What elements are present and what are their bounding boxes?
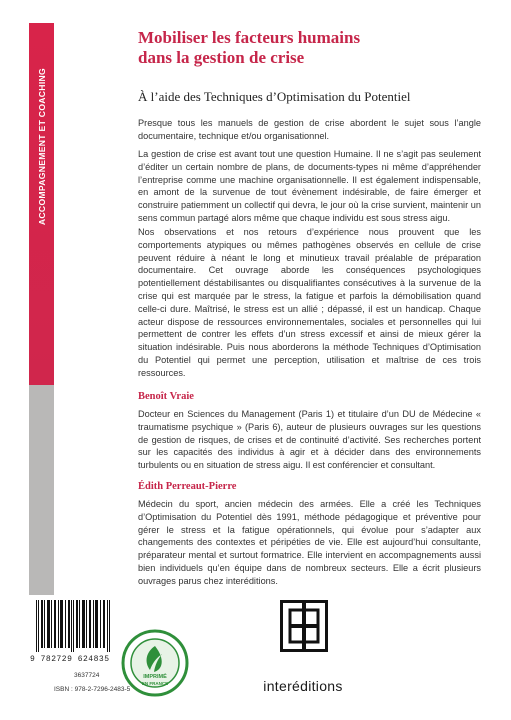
book-subtitle: À l’aide des Techniques d’Optimisation du Potentiel (138, 89, 411, 104)
barcode-number: 9 782729 624835 (30, 655, 110, 664)
spine-label: ACCOMPAGNEMENT ET COACHING (36, 67, 47, 225)
imprim-vert-seal-icon (120, 628, 190, 698)
seal-text-top: IMPRIMÉ (143, 674, 167, 680)
publisher-logo-icon (280, 600, 328, 652)
paragraph-human: La gestion de crise est avant tout une question Humaine. Il ne s’agit pas seulement d’éditer un certain nombre de plans, de documents-types ni même d’appréhender l’entreprise comme une machine organisationnelle. Il est également indispensable, en amont de la survenue de tout évènement indésirable, de faire émerger et construire patiemment un collectif qui devra, le jour où la crise survient, maintenir un sens commun partagé alors même que chaque individu est sous stress aigu. (138, 149, 481, 223)
seal-text-bottom: EN FRANCE (141, 681, 169, 686)
spine-grey-band (29, 385, 54, 595)
publisher-name: interéditions (263, 678, 343, 694)
title-line-2: dans la gestion de crise (138, 48, 305, 67)
author-bio-2: Médecin du sport, ancien médecin des armées. Elle a créé les Techniques d’Optimisation du Potentiel dès 1991, méthode pédagogique et préventive pour gérer le stress et la fatigue opérationnels, qui évolue pour s’adapter aux changements des contextes et péripéties de vie. Elle est aujourd’hui consultante, préparateur mental et surtout formatrice. Elle intervient en accompagnements aussi bien individuels qu’en équipe dans de nombreux secteurs. Elle a écrit plusieurs ouvrages parus chez interéditions. (138, 499, 481, 586)
author-name-2: Édith Perreaut-Pierre (138, 481, 237, 492)
paragraph-observations: Nos observations et nos retours d’expérience nous prouvent que les comportements atypiques ou mêmes pathogènes observés en cellule de crise peuvent réduire à néant le long et minutieux travail préalable de préparation documentaire. Cet ouvrage aborde les conséquences psychologiques potentiellement déstabilisantes ou disqualifiantes consécutives à la survenue de la crise qui est marquée par le stress, la fatigue et parfois la démobilisation quand celle-ci dure. Maîtrisé, le stress est un allié ; dépassé, il est un handicap. Chaque acteur dispose de ressources environnementales, sociales et personnelles qui lui permettent de contrer les effets d’un stress excessif et ainsi de mieux gérer la situation indésirable. Puis nous aborderons la méthode Techniques d’Optimisation du Potentiel qui permet une perception, utilisation et maîtrise de ces trois ressources. (138, 227, 481, 378)
paragraph-intro: Presque tous les manuels de gestion de crise abordent le sujet sous l’angle documentaire, technique et/ou organisationnel. (138, 118, 481, 141)
spine-label-container (29, 23, 54, 385)
author-name-1: Benoît Vraie (138, 391, 194, 402)
reference-code: 3637724 (74, 672, 100, 679)
book-title (138, 28, 478, 68)
title-line-1: Mobiliser les facteurs humains (138, 28, 361, 47)
isbn: ISBN : 978-2-7296-2483-5 (54, 686, 131, 693)
barcode-icon (34, 600, 112, 652)
author-bio-1: Docteur en Sciences du Management (Paris 1) et titulaire d’un DU de Médecine « traumatisme psychique » (Paris 6), auteur de plusieurs ouvrages sur les questions de gestion de risques, de crises et de continuité d’activité. Ses recherches portent sur les capacités des individus à agir et à décider dans des environnements turbulents ou en situation de stress aigu. Il est conférencier et consultant. (138, 409, 481, 471)
